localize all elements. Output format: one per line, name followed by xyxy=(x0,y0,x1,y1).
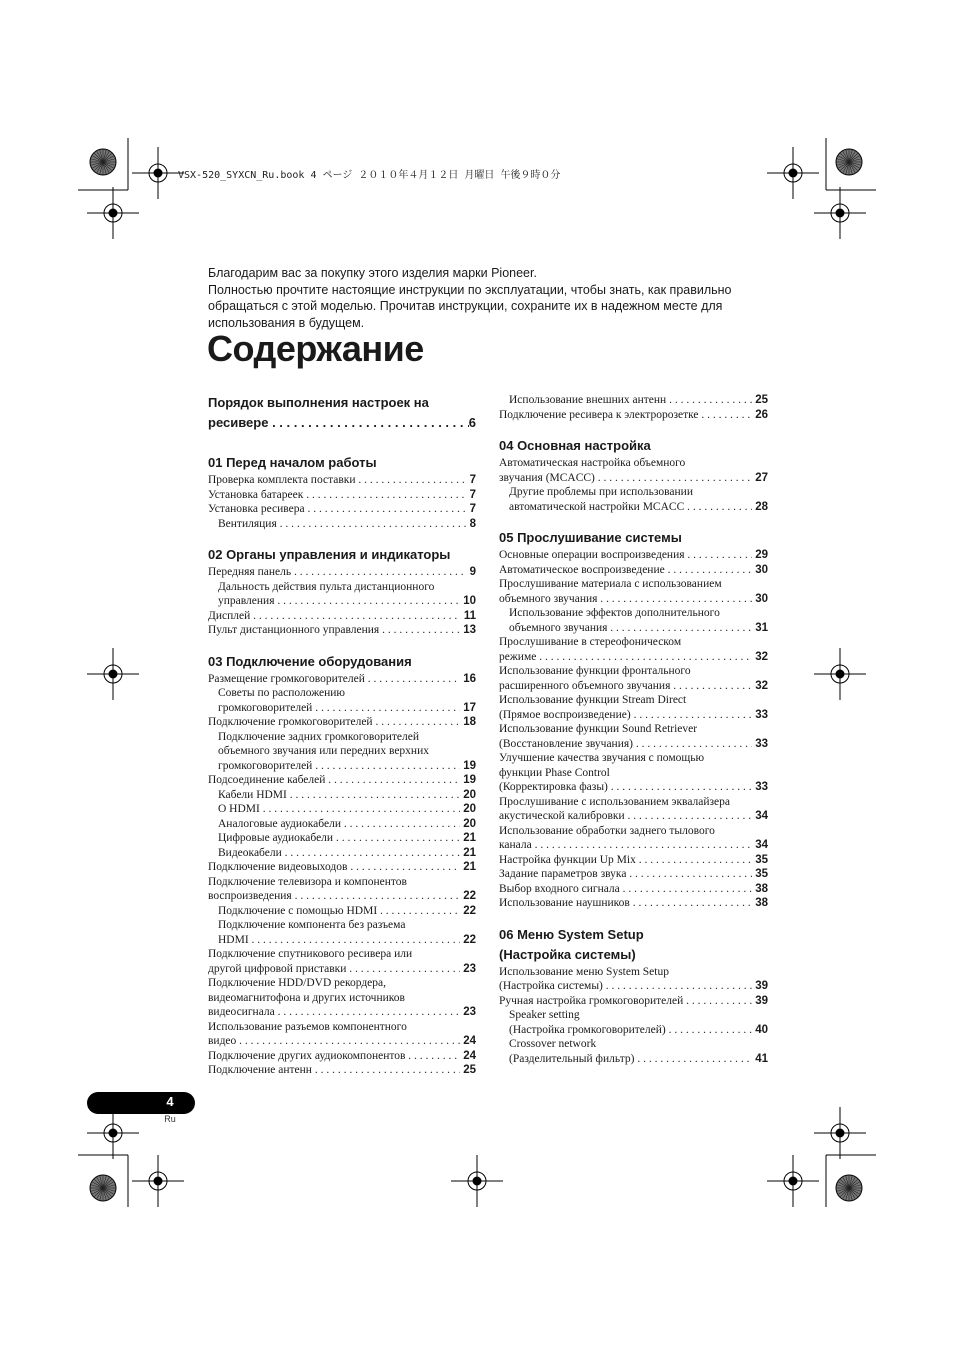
toc-entry-text: Проверка комплекта поставки . . . xyxy=(208,473,467,488)
toc-page-number: 22 xyxy=(463,904,476,917)
toc-entry-text: Использование эффектов дополнительного xyxy=(509,607,720,619)
toc-page-number: 33 xyxy=(755,781,768,793)
toc-entry-text: Подключение видеовыходов . . . xyxy=(208,860,460,875)
toc-page-number: 10 xyxy=(463,595,476,607)
toc-page-number: 25 xyxy=(463,1064,476,1076)
toc-entry-text: объемного звучания . . . xyxy=(509,621,752,636)
page-title: Содержание xyxy=(207,328,424,369)
toc-entry[interactable] xyxy=(499,408,768,423)
toc-entry-text: Видеокабели . . . xyxy=(218,846,460,861)
toc-page-number: 21 xyxy=(463,846,476,859)
toc-page-number: 34 xyxy=(755,839,768,851)
toc-setup-order[interactable] xyxy=(208,413,476,433)
toc-entry[interactable] xyxy=(499,485,768,514)
toc-entry[interactable] xyxy=(208,609,476,624)
toc-entry-text: видео . . . xyxy=(208,1034,460,1049)
toc-entry-text: Автоматическая настройка объемного xyxy=(499,457,686,469)
toc-entry[interactable] xyxy=(499,606,768,635)
toc-page-number: 21 xyxy=(463,832,476,844)
toc-entry-text: (Восстановление звучания) . . . xyxy=(499,737,752,752)
toc-entry-text: Передняя панель . . . xyxy=(208,565,467,580)
toc-entry-text: расширенного объемного звучания . . . xyxy=(499,679,752,694)
toc-entry[interactable] xyxy=(499,867,768,882)
toc-entry-text: Использование внешних антенн . . . xyxy=(509,393,752,408)
toc-page-number: 8 xyxy=(469,517,476,530)
toc-page-number: 7 xyxy=(469,474,476,486)
toc-page-number: 24 xyxy=(463,1035,476,1047)
toc-entry-text: Вентиляция . . . xyxy=(218,517,467,532)
toc-entry-text: Основные операции воспроизведения . . . xyxy=(499,548,752,563)
section-03-continued-entries xyxy=(499,393,768,422)
section-heading-03: 03 Подключение оборудования xyxy=(208,653,412,669)
toc-entry-text: Подключение компонента без разъема xyxy=(218,919,406,931)
toc-entry-text: Подключение ресивера к электророзетке . . . xyxy=(499,408,752,423)
toc-entry-text: видеосигнала . . . xyxy=(208,1005,460,1020)
section-02-entries xyxy=(208,565,476,638)
toc-entry[interactable] xyxy=(499,896,768,911)
toc-entry[interactable] xyxy=(499,882,768,897)
toc-entry[interactable] xyxy=(499,1037,768,1066)
page-number-tab xyxy=(97,1092,195,1114)
toc-page-number: 13 xyxy=(463,624,476,636)
toc-entry-text: Установка ресивера . . . xyxy=(208,502,467,517)
toc-entry[interactable] xyxy=(208,1063,476,1078)
toc-entry[interactable] xyxy=(208,686,476,715)
toc-entry-text: автоматической настройки MCACC . . . xyxy=(509,500,752,515)
toc-entry-text: Аналоговые аудиокабели . . . xyxy=(218,817,460,832)
toc-entry[interactable] xyxy=(208,875,476,904)
toc-entry-text: Подключение HDD/DVD рекордера, xyxy=(208,977,387,989)
toc-page-number: 23 xyxy=(463,962,476,975)
toc-entry-text: объемного звучания или передних верхних xyxy=(218,745,429,757)
toc-entry[interactable] xyxy=(208,488,476,503)
toc-entry[interactable] xyxy=(499,456,768,485)
print-slug-line: VSX-520_SYXCN_Ru.book 4 ページ ２０１０年４月１２日 月曜日 午後９時０分 xyxy=(178,170,561,181)
toc-page-number: 11 xyxy=(463,609,476,622)
toc-entry[interactable] xyxy=(208,831,476,846)
toc-entry[interactable] xyxy=(499,795,768,824)
toc-entry-text: звучания (MCACC) . . . xyxy=(499,471,752,486)
toc-page-number: 27 xyxy=(755,471,768,484)
toc-entry[interactable] xyxy=(208,947,476,976)
toc-entry-text: Прослушивание материала с использованием xyxy=(499,578,722,590)
toc-entry-text: громкоговорителей . . . xyxy=(218,701,460,716)
toc-entry-text: Подключение задних громкоговорителей xyxy=(218,730,420,743)
toc-entry[interactable] xyxy=(208,846,476,861)
toc-page-number: 21 xyxy=(463,861,476,873)
toc-page-number: 7 xyxy=(469,503,476,515)
toc-page-number: 6 xyxy=(468,415,476,430)
toc-entry-text: Настройка функции Up Mix . . . xyxy=(499,853,752,868)
toc-page-number: 40 xyxy=(755,1023,768,1036)
toc-entry-text: Crossover network xyxy=(509,1038,597,1050)
toc-entry-text: другой цифровой приставки . . . xyxy=(208,962,460,977)
toc-entry[interactable] xyxy=(208,976,476,1020)
toc-entry-text: Подключение с помощью HDMI . . . xyxy=(218,904,460,919)
toc-entry[interactable] xyxy=(208,860,476,875)
toc-page-number: 39 xyxy=(755,980,768,992)
toc-entry[interactable] xyxy=(208,580,476,609)
toc-entry-text: Установка батареек . . . xyxy=(208,488,467,503)
toc-entry-text: (Прямое воспроизведение) . . . xyxy=(499,708,752,723)
intro-line-2: Полностью прочтите настоящие инструкции по эксплуатации, чтобы знать, как правильно обращаться с этой моделью. Прочитав инструкции, сохраните их в надежном месте для использования в будущем. xyxy=(208,282,732,330)
toc-page-number: 35 xyxy=(755,853,768,866)
toc-entry[interactable] xyxy=(499,853,768,868)
toc-page-number: 29 xyxy=(755,549,768,561)
toc-entry-text: Подключение других аудиокомпонентов . . . xyxy=(208,1049,460,1064)
toc-right-column xyxy=(499,393,768,1066)
toc-page-number: 32 xyxy=(755,679,768,692)
toc-entry-text: Советы по расположению xyxy=(218,687,346,699)
toc-page-number: 33 xyxy=(755,708,768,721)
toc-page-number: 19 xyxy=(463,759,476,772)
toc-entry[interactable] xyxy=(499,664,768,693)
toc-entry-text: О HDMI . . . xyxy=(218,802,460,817)
toc-entry[interactable] xyxy=(208,773,476,788)
toc-page-number: 39 xyxy=(755,994,768,1007)
toc-page-number: 20 xyxy=(463,788,476,801)
toc-entry-text: (Настройка системы) . . . xyxy=(499,979,752,994)
page-number: 4 xyxy=(166,1094,174,1109)
toc-entry-text: видеомагнитофона и других источников xyxy=(208,991,405,1004)
toc-entry[interactable] xyxy=(499,722,768,751)
toc-entry-text: Дальность действия пульта дистанционного xyxy=(218,580,435,593)
toc-page-number: 7 xyxy=(469,488,476,501)
toc-page-number: 34 xyxy=(755,810,768,822)
toc-entry[interactable] xyxy=(499,393,768,408)
toc-page-number: 30 xyxy=(755,563,768,576)
toc-entry[interactable] xyxy=(208,473,476,488)
toc-page-number: 9 xyxy=(469,566,476,578)
section-heading-05: 05 Прослушивание системы xyxy=(499,530,682,545)
toc-entry[interactable] xyxy=(208,1020,476,1049)
toc-entry[interactable] xyxy=(499,548,768,563)
toc-page-number: 23 xyxy=(463,1006,476,1018)
toc-entry[interactable] xyxy=(208,918,476,947)
toc-entry-text: громкоговорителей . . . xyxy=(218,759,460,774)
toc-entry-text: Подключение антенн . . . xyxy=(208,1063,460,1078)
toc-entry-text: Использование функции фронтального xyxy=(499,665,691,677)
toc-entry[interactable] xyxy=(208,904,476,919)
toc-entry-text: Использование функции Sound Retriever xyxy=(499,723,698,735)
toc-entry[interactable] xyxy=(499,994,768,1009)
section-heading-06-line1: 06 Меню System Setup xyxy=(499,926,644,942)
toc-entry-text: Использование наушников . . . xyxy=(499,896,752,911)
toc-entry-text: Подключение громкоговорителей . . . xyxy=(208,715,460,730)
toc-entry[interactable] xyxy=(499,635,768,664)
toc-entry-text: объемного звучания . . . xyxy=(499,592,752,607)
toc-entry[interactable] xyxy=(208,1049,476,1064)
section-05-entries xyxy=(499,548,768,911)
section-01-entries xyxy=(208,473,476,531)
toc-page-number: 18 xyxy=(463,716,476,728)
toc-entry-text: Подсоединение кабелей . . . xyxy=(208,773,460,788)
toc-entry[interactable] xyxy=(208,623,476,638)
toc-entry[interactable] xyxy=(499,751,768,795)
toc-page-number: 24 xyxy=(463,1049,476,1062)
toc-entry-text: Улучшение качества звучания с помощью xyxy=(499,752,705,764)
toc-entry-text: Кабели HDMI . . . xyxy=(218,788,460,803)
toc-page-number: 22 xyxy=(463,890,476,902)
toc-entry[interactable] xyxy=(499,577,768,606)
toc-entry-text: Выбор входного сигнала . . . xyxy=(499,882,752,897)
toc-entry[interactable] xyxy=(208,672,476,687)
toc-entry[interactable] xyxy=(499,1008,768,1037)
toc-entry-text: Использование разъемов компонентного xyxy=(208,1020,407,1033)
intro-text xyxy=(208,265,778,331)
toc-entry[interactable] xyxy=(208,730,476,774)
toc-entry-text: канала . . . xyxy=(499,838,752,853)
toc-entry[interactable] xyxy=(499,824,768,853)
toc-entry-text: Пульт дистанционного управления . . . xyxy=(208,623,460,638)
toc-page-number: 41 xyxy=(755,1052,768,1065)
toc-entry-text: Прослушивание в стереофоническом xyxy=(499,636,682,648)
intro-line-1: Благодарим вас за покупку этого изделия марки Pioneer. xyxy=(208,266,537,280)
toc-entry[interactable] xyxy=(208,802,476,817)
toc-entry-text: Другие проблемы при использовании xyxy=(509,486,693,498)
toc-entry-text: Подключение телевизора и компонентов xyxy=(208,875,407,888)
toc-entry[interactable] xyxy=(499,693,768,722)
toc-page-number: 32 xyxy=(755,650,768,663)
toc-page-number: 25 xyxy=(755,394,768,406)
toc-page-number: 16 xyxy=(463,672,476,685)
toc-entry-text: Использование обработки заднего тылового xyxy=(499,824,715,837)
toc-entry[interactable] xyxy=(208,502,476,517)
toc-entry-text: HDMI . . . xyxy=(218,933,460,948)
toc-page-number: 19 xyxy=(463,774,476,786)
toc-entry-text: (Корректировка фазы) . . . xyxy=(499,780,752,795)
toc-page-number: 38 xyxy=(755,882,768,895)
toc-entry[interactable] xyxy=(208,788,476,803)
toc-entry-text: Размещение громкоговорителей . . . xyxy=(208,672,460,687)
toc-page-number: 20 xyxy=(463,803,476,815)
toc-page-number: 26 xyxy=(755,408,768,421)
toc-entry-text: Использование функции Stream Direct xyxy=(499,694,687,706)
toc-page-number: 28 xyxy=(755,500,768,513)
toc-page-number: 31 xyxy=(755,621,768,634)
toc-page-number: 35 xyxy=(755,868,768,880)
toc-page-number: 17 xyxy=(463,701,476,714)
toc-page-number: 22 xyxy=(463,933,476,946)
toc-page-number: 38 xyxy=(755,897,768,909)
section-heading-06-line2: (Настройка системы) xyxy=(499,946,636,962)
toc-entry-text: воспроизведения . . . xyxy=(208,889,460,904)
section-06-entries xyxy=(499,965,768,1067)
toc-entry-text: акустической калибровки . . . xyxy=(499,809,752,824)
toc-entry[interactable] xyxy=(208,715,476,730)
toc-entry-text: Прослушивание с использованием эквалайзера xyxy=(499,795,731,808)
page-language: Ru xyxy=(164,1114,176,1124)
toc-entry-text: функции Phase Control xyxy=(499,766,610,779)
toc-entry-text: Цифровые аудиокабели . . . xyxy=(218,831,460,846)
toc-entry[interactable] xyxy=(208,817,476,832)
toc-left-column xyxy=(208,393,476,1078)
section-heading-04: 04 Основная настройка xyxy=(499,438,651,453)
toc-entry-text: (Настройка громкоговорителей) . . . xyxy=(509,1023,752,1038)
toc-entry[interactable] xyxy=(208,565,476,580)
toc-entry-text: Использование меню System Setup xyxy=(499,965,669,978)
toc-entry-text: Дисплей . . . xyxy=(208,609,461,624)
toc-entry-text: Автоматическое воспроизведение . . . xyxy=(499,563,752,578)
toc-entry-text: управления . . . xyxy=(218,594,460,609)
toc-entry-text: Ручная настройка громкоговорителей . . . xyxy=(499,994,752,1009)
toc-entry-text: Подключение спутникового ресивера или xyxy=(208,948,413,960)
toc-entry[interactable] xyxy=(499,563,768,578)
toc-setup-order-line1: Порядок выполнения настроек на xyxy=(208,395,429,410)
toc-entry-text: режиме . . . xyxy=(499,650,752,665)
toc-entry[interactable] xyxy=(499,965,768,994)
toc-entry-text: (Разделительный фильтр) . . . xyxy=(509,1052,752,1067)
section-03-entries xyxy=(208,672,476,1078)
toc-entry[interactable] xyxy=(208,517,476,532)
section-heading-01: 01 Перед началом работы xyxy=(208,455,377,470)
section-heading-02: 02 Органы управления и индикаторы xyxy=(208,547,451,562)
section-04-entries xyxy=(499,456,768,514)
toc-page-number: 30 xyxy=(755,592,768,605)
toc-setup-order-text: ресивере . . . xyxy=(208,413,469,433)
toc-page-number: 20 xyxy=(463,817,476,830)
toc-entry-text: Задание параметров звука . . . xyxy=(499,867,752,882)
toc-page-number: 33 xyxy=(755,737,768,750)
toc-entry-text: Speaker setting xyxy=(509,1009,580,1021)
